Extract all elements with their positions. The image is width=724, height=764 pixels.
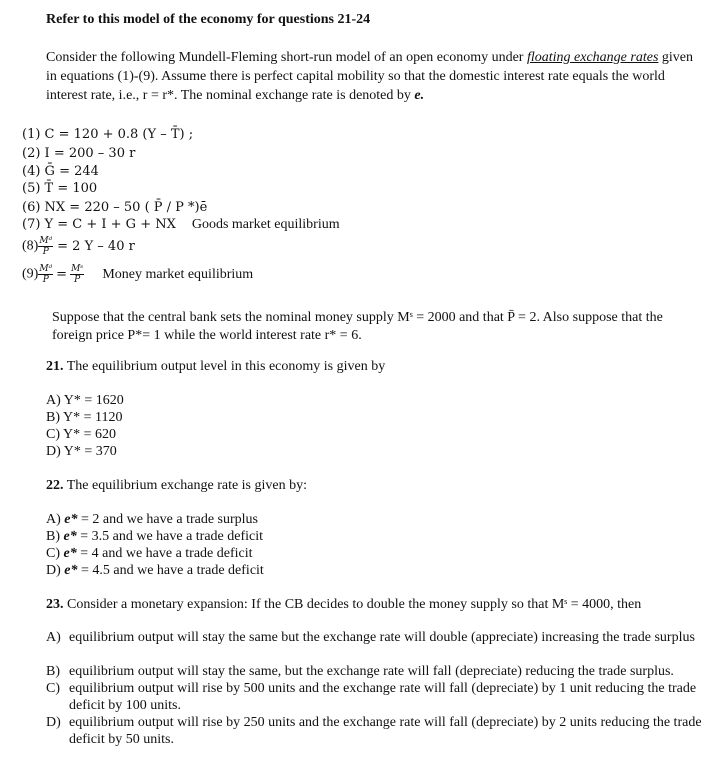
q21-option-c: C) Y* = 620 xyxy=(46,427,116,442)
q21-option-d: D) Y* = 370 xyxy=(46,444,117,459)
q22-option-b: B) e* = 3.5 and we have a trade deficit xyxy=(46,529,264,544)
equation-8: (8) $\frac{\text{Mᵈ}}{P}$ = 2 Y – 40 r xyxy=(22,236,135,257)
intro-text-2: given in equations (1)-(9). Assume there is perfect capital mobility so that the domestic interest rate equals the world interest rate, i.e., r = r*. The nominal exchange rate is denoted by xyxy=(46,50,694,103)
page-title: Refer to this model of the economy for questions 21-24 xyxy=(46,12,371,27)
question-21: 21. The equilibrium output level in this economy is given by xyxy=(46,359,386,374)
exchange-rate-symbol: e. xyxy=(414,88,425,103)
equation-1: (1) C = 120 + 0.8 (Y – T̄) ; xyxy=(22,127,194,142)
q22-option-a: A) e* = 2 and we have a trade surplus xyxy=(46,512,259,527)
goods-market-note: Goods market equilibrium xyxy=(191,217,340,232)
intro-text-1: Consider the following Mundell-Fleming short-run model of an open economy under xyxy=(46,50,527,65)
q23-option-b: B) equilibrium output will stay the same, but the exchange rate will fall (depreciate) reducing the trade surplus. xyxy=(46,664,674,679)
q23-option-d: D) equilibrium output will rise by 250 units and the exchange rate will fall (depreciate) by 2 units reducing the trade deficit by 50 units. xyxy=(46,715,702,747)
money-market-note: Money market equilibrium xyxy=(102,266,254,282)
intro-underlined: floating exchange rates xyxy=(526,50,659,65)
equation-2: (2) I = 200 – 30 r xyxy=(22,146,136,161)
q22-option-c: C) e* = 4 and we have a trade deficit xyxy=(46,546,253,561)
q23-option-a: A) equilibrium output will stay the same but the exchange rate will double (appreciate) increasing the trade surplus xyxy=(46,630,695,645)
q23-option-c: C) equilibrium output will rise by 500 units and the exchange rate will fall (depreciate) by 1 unit reducing the trade deficit by 100 units. xyxy=(46,681,697,713)
equation-4: (4) Ḡ = 244 xyxy=(22,164,99,179)
equation-7: (7) Y = C + I + G + NX Goods market equilibrium xyxy=(22,217,340,232)
q21-option-b: B) Y* = 1120 xyxy=(46,410,123,425)
question-22: 22. The equilibrium exchange rate is given by: xyxy=(46,478,308,493)
equation-9: (9) $\frac{\text{Mᵈ}}{P}$ = $\frac{\text{Mˢ}}{P}$ Money market equilibrium xyxy=(22,264,254,285)
q21-option-a: A) Y* = 1620 xyxy=(46,393,124,408)
eq8-fraction: $\frac{\text{Mᵈ}}{P}$ xyxy=(39,236,53,257)
scenario-line-1: Suppose that the central bank sets the nominal money supply Mˢ = 2000 and that P̄ = 2. Also suppose that the xyxy=(52,310,663,325)
equation-6: (6) NX = 220 – 50 ( P̄ / P *)ē xyxy=(22,200,208,215)
intro-paragraph xyxy=(46,48,706,105)
question-23: 23. Consider a monetary expansion: If the CB decides to double the money supply so that Mˢ = 4000, then xyxy=(46,597,642,612)
scenario-line-2: foreign price P*= 1 while the world interest rate r* = 6. xyxy=(52,328,362,343)
q22-option-d: D) e* = 4.5 and we have a trade deficit xyxy=(46,563,264,578)
equation-5: (5) T̄ = 100 xyxy=(22,181,98,196)
